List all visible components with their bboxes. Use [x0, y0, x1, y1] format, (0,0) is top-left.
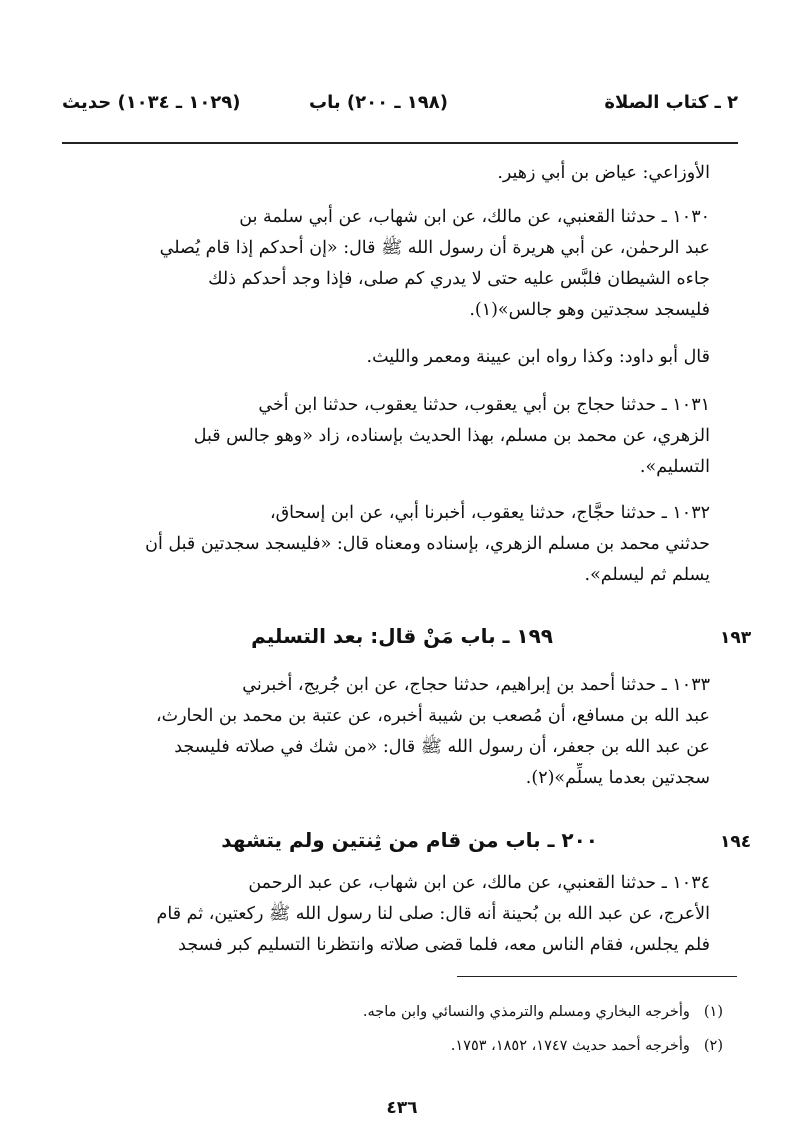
text-line: الزهري، عن محمد بن مسلم، بهذا الحديث بإسناده، زاد «وهو جالس قبل: [193, 426, 710, 446]
text-line: ١٠٣٠ ـ حدثنا القعنبي، عن مالك، عن ابن شهاب، عن أبي سلمة بن: [239, 207, 710, 227]
header-book-title: ٢ ـ كتاب الصلاة: [604, 92, 738, 113]
text-line: الأعرج، عن عبد الله بن بُحينة أنه قال: صلى لنا رسول الله ﷺ ركعتين، ثم قام: [156, 904, 710, 924]
text-line: حدثني محمد بن مسلم الزهري، بإسناده ومعناه قال: «فليسجد سجدتين قبل أن: [145, 534, 710, 554]
hadith-1033: [72, 670, 710, 794]
chapter-heading-199: ١٩٩ ـ باب مَنْ قال: بعد التسليم: [251, 624, 553, 648]
text-line: فلم يجلس، فقام الناس معه، فلما قضى صلاته وانتظرنا التسليم كبر فسجد: [178, 935, 710, 955]
text-line: عن عبد الله بن جعفر، أن رسول الله ﷺ قال: «من شك في صلاته فليسجد: [174, 737, 710, 757]
header-hadith-range: (١٠٢٩ ـ ١٠٣٤) حديث: [62, 92, 241, 113]
running-header: [62, 86, 738, 126]
text-line: عبد الله بن مسافع، أن مُصعب بن شيبة أخبره، عن عتبة بن محمد بن الحارث،: [155, 706, 710, 726]
footnote-text: وأخرجه البخاري ومسلم والترمذي والنسائي وابن ماجه.: [362, 1004, 690, 1020]
margin-chapter-number: ١٩٤: [720, 832, 752, 852]
text-line: سجدتين بعدما يسلِّم»(٢).: [525, 768, 710, 788]
text-line: ١٠٣١ ـ حدثنا حجاج بن أبي يعقوب، حدثنا يعقوب، حدثنا ابن أخي: [258, 395, 710, 415]
text-line: جاءه الشيطان فلبَّس عليه حتى لا يدري كم صلى، فإذا وجد أحدكم ذلك: [208, 269, 710, 289]
header-chapter-range: (١٩٨ ـ ٢٠٠) باب: [309, 92, 448, 113]
hadith-1032: [72, 498, 710, 591]
text-line: ١٠٣٢ ـ حدثنا حجَّاج، حدثنا يعقوب، أخبرنا أبي، عن ابن إسحاق،: [269, 503, 710, 523]
margin-chapter-number: ١٩٣: [720, 628, 752, 648]
footnote-divider: [457, 976, 737, 977]
chapter-heading-200: ٢٠٠ ـ باب من قام من ثِنتين ولم يتشهد: [221, 828, 598, 852]
page-number: ٤٣٦: [386, 1098, 418, 1118]
intro-line: [72, 158, 710, 189]
text-line: التسليم».: [639, 457, 710, 477]
abu-dawud-note: [72, 342, 710, 373]
footnote: [363, 1004, 723, 1020]
text-line: قال أبو داود: وكذا رواه ابن عيينة ومعمر والليث.: [366, 347, 710, 367]
text-line: فليسجد سجدتين وهو جالس»(١).: [469, 300, 710, 320]
hadith-1034: [72, 868, 710, 961]
text-line: ١٠٣٤ ـ حدثنا القعنبي، عن مالك، عن ابن شهاب، عن عبد الرحمن: [248, 873, 710, 893]
footnote: [451, 1038, 723, 1054]
footnote-text: وأخرجه أحمد حديث ١٧٤٧، ١٨٥٢، ١٧٥٣.: [450, 1038, 690, 1054]
text-line: عبد الرحمٰن، عن أبي هريرة أن رسول الله ﷺ قال: «إن أحدكم إذا قام يُصلي: [159, 238, 710, 258]
header-divider: [62, 142, 738, 144]
text-line: الأوزاعي: عياض بن أبي زهير.: [497, 163, 710, 183]
hadith-1030: [72, 202, 710, 326]
text-line: يسلم ثم ليسلم».: [584, 565, 710, 585]
text-line: ١٠٣٣ ـ حدثنا أحمد بن إبراهيم، حدثنا حجاج، عن ابن جُريج، أخبرني: [242, 675, 710, 695]
hadith-1031: [72, 390, 710, 483]
footnote-number: (١): [703, 1004, 723, 1020]
footnote-number: (٢): [703, 1038, 723, 1054]
